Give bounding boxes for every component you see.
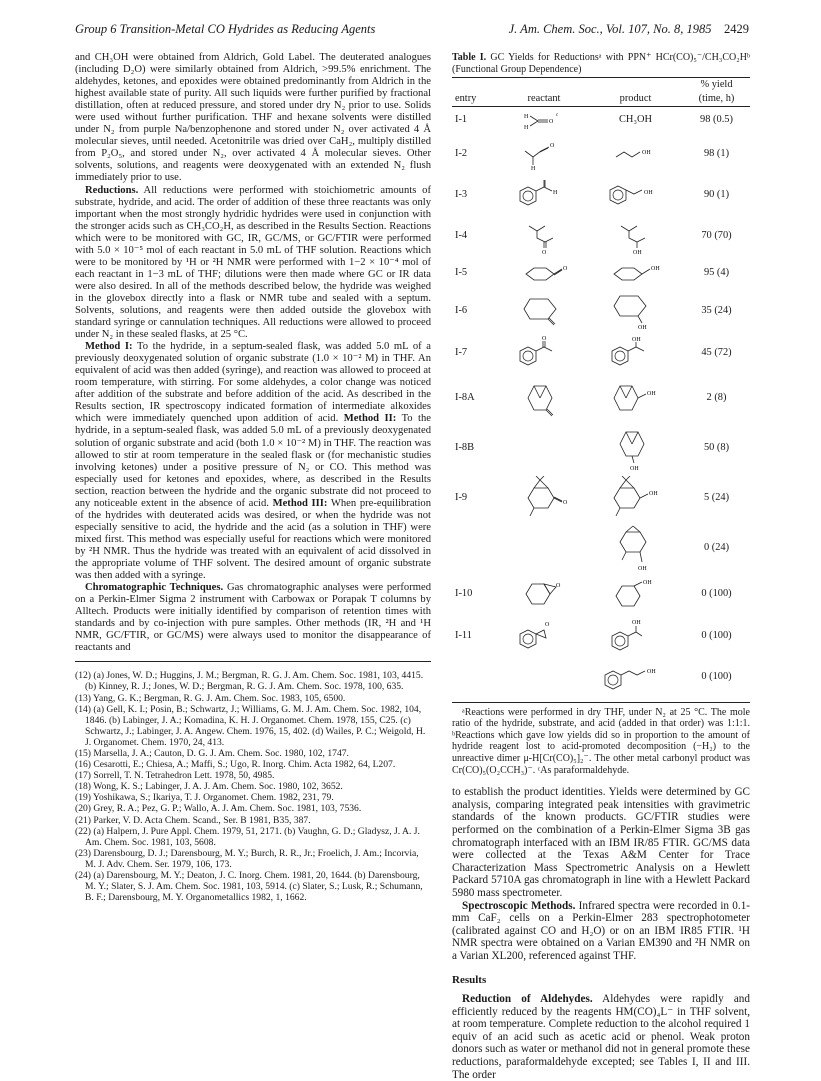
atom-label-oh: OH [629,465,639,472]
chromatography-text: Gas chromatographic analyses were performed on a Perkin-Elmer Sigma 2 instrument with Carbowax or Porapak T columns by Alltech. Products were initially identified by comparison of retention times with standards and by co-injection with pure samples. Other methods (IR, ²H and ¹H NMR, GC/FTIR, or GC/MS) were always used to monitor the disappearance of reactants and [75,582,431,654]
cyclohexanone-structure [514,260,574,286]
atom-label-oh: OH [646,390,656,397]
aldehydes-paragraph [452,993,750,1081]
reference-item: (24) (a) Darensbourg, M. Y.; Deaton, J. C. Inorg. Chem. 1981, 20, 1644. (b) Darensbourg, M. Y.; Slater, S. J. Am. Chem. Soc. 1981, 103, 5914. (c) Slater, S.; Lusk, R.; Schumann, B. F.; Darensbourg, M. Y. Organometallics 1982, 1, 1662. [75,870,423,904]
atom-label-o: O [550,142,555,149]
table-row [452,134,750,174]
yield-value: 0 (24) [703,541,730,553]
yield-table [452,77,750,696]
entry-id: I-7 [455,346,468,358]
results-heading: Results [452,974,487,987]
yield-value: 70 (70) [701,229,732,241]
table-row [452,658,750,696]
entry-id: I-10 [455,587,473,599]
page-number: 2429 [724,22,749,36]
yield-value: 0 (100) [701,670,732,682]
col-header-yield-2: (time, h) [698,93,735,105]
cyclohexanol-structure [604,260,668,286]
product-text: CH₃OH [618,114,653,126]
yield-value: 0 (100) [701,587,732,599]
table-row [452,614,750,658]
cyclohexene-oxide-structure [514,577,574,611]
method-3-text: When pre-equilibration of the hydrides with deuterated acids was desired, or when the hydride was not especially sensitive to acid, the hydride and the acid (as a solution in THF) were mixed first. This method was especially useful for reactions which were monitored by ²H NMR. Thus the hydride was treated with an equivalent of acid dissolved in the appropriate volume of THF solvent. The desired amount of organic substrate was then added with a syringe. [75,497,432,582]
cyclohexanol-product-structure [604,577,668,611]
endo-norborneol-structure [606,424,666,472]
acetophenone-structure [514,335,574,371]
entry-id: I-6 [455,304,468,316]
reference-item: (18) Wong, K. S.; Labinger, J. A. J. Am. Chem. Soc. 1980, 102, 3652. [75,781,343,793]
table-row [452,216,750,256]
phenylethanol-structure [606,335,666,371]
spectroscopy-heading: Spectroscopic Methods. [462,899,576,912]
references-list [75,670,431,903]
atom-label-oh: OH [642,579,652,586]
entry-id: I-8A [455,391,475,403]
table-row [452,107,750,134]
yield-value: 98 (0.5) [700,114,733,126]
atom-label-o: O [563,265,568,272]
reactant-structure [500,107,588,134]
reference-item: (16) Cesarotti, E.; Chiesa, A.; Maffi, S.; Ugo, R. Inorg. Chim. Acta 1982, 64, L207. [75,759,396,771]
col-header-product: product [619,93,652,105]
table-caption [452,52,750,75]
atom-label-o: O [545,621,550,628]
atom-label-oh: OH [631,619,641,626]
atom-label-o: O [549,119,554,126]
footnote-divider [75,661,431,662]
col-header-reactant: reactant [527,93,561,105]
table-caption-text: GC Yields for Reductionsᵃ with PPN⁺ HCr(CO)₅⁻/CH₃CO₂Hᵇ (Functional Group Dependence) [452,52,751,75]
materials-paragraph: and CH₃OH were obtained from Aldrich, Gold Label. The deuterated analogues (including D₂O) were similarly obtained from Aldrich, >99.5% enrichment. The aldehydes, ketones, and epoxides were obtained predominantly from Aldrich in the highest available state of purity. All such liquids were further purified by fractional distillation, often at reduced pressure, and stored under dry N₂ prior to use. Solids were used without further purification. THF and hexane solvents were distilled under N₂ from purple Na/benzophenone and stored under N₂ over activated 4 Å molecular sieves, until needed. Acetonitrile was dried over CaH₂, multiply distilled from P₂O₅, and stored under N₂, over activated 4 Å molecular sieves. Other solvents, solutions, and reagents were deoxygenated with an extended N₂ flush immediately prior to use. [75,52,431,184]
norbornanone-structure [514,376,574,420]
method-2-heading: Method II: [343,413,397,425]
benzaldehyde-structure [514,177,574,213]
table-row [452,256,750,290]
table-row [452,522,750,574]
benzyl-alcohol-structure [604,180,668,210]
reference-item: (21) Parker, V. D. Acta Chem. Scand., Ser. B 1981, B35, 387. [75,814,311,826]
atom-label-o: O [542,335,547,342]
atom-label-o: O [542,249,547,254]
method-1-text: To the hydride, in a septum-sealed flask, was added 5.0 mL of a previously deoxygenated solution of organic substrate (1.0 × 10⁻² M) in THF. An equivalent of acid was then added (syringe), and reaction was allowed to proceed at room temperature, with stirring. For some aldehydes, a color change was noticed after addition of the substrate and before addition of the acid. As described in the Results section, IR spectroscopy indicated formation of intermediate alkoxides which were immediately quenched upon addition of acid. [75,341,431,425]
atom-label-oh: OH [637,324,647,330]
cyclic-ketone-structure [514,293,574,329]
entry-id: I-5 [455,266,468,278]
reference-item: (15) Marsella, J. A.; Cauton, D. G. J. Am. Chem. Soc. 1980, 102, 1747. [75,748,349,759]
reference-item: (20) Grey, R. A.; Pez, G. P.; Wallo, A. J. Am. Chem. Soc. 1981, 103, 7536. [75,803,362,815]
ketone-structure [519,218,569,254]
running-header-title: Group 6 Transition-Metal CO Hydrides as Reducing Agents [75,22,376,36]
yield-value: 0 (100) [701,629,732,641]
reference-item: (22) (a) Halpern, J. Pure Appl. Chem. 1979, 51, 2171. (b) Vaughn, G. D.; Gladysz, J. A. J. Am. Chem. Soc. 1981, 103, 5608. [75,825,420,848]
alcohol-structure [606,141,666,167]
aldehydes-text: Aldehydes were rapidly and efficiently reduced by the reagents HM(CO)₄L⁻ in THF solvent, at room temperature. Complete reduction to the alcohol required 1 equiv of an acid such as acetic acid or phenol. Weak proton donors such as water or methanol did not in general promote these reductions, paraformaldehyde excepted; see Tables I, II and III. The order [452,993,750,1081]
chromatography-heading: Chromatographic Techniques. [85,582,224,594]
table-footnote-text: ᵃReactions were performed in dry THF, under N₂ at 25 °C. The mole ratio of the hydride, substrate, and acid (added in that order) was 1:1:1. ᵇReactions which gave low yields did so in proportion to the amount of hydride reagent lost to acid-promoted decomposition (−H₂) to the unreactive dimer μ-H[Cr(CO)₅]₂⁻. The other metal carbonyl product was Cr(CO)₅(O₂CCH₃)⁻. ᶜAs paraformaldehyde. [452,706,750,776]
yield-value: 98 (1) [703,147,730,159]
table-row [452,374,750,422]
isoborneol-structure [606,524,666,572]
atom-label-h: H [531,165,536,171]
entry-id: I-8B [455,441,475,453]
atom-label-oh: OH [650,265,660,272]
table-row [452,574,750,614]
running-header-journal [509,22,749,37]
styrene-oxide-structure [514,616,574,656]
atom-label-oh: OH [631,336,641,343]
table-footnote [452,702,750,777]
table-label: Table I. [452,52,487,63]
table-row [452,174,750,216]
journal-citation: J. Am. Chem. Soc., Vol. 107, No. 8, 1985 [508,22,712,36]
atom-label-h: H [553,189,558,196]
reductions-heading: Reductions. [85,184,139,196]
atom-label-oh: OH [632,249,642,254]
entry-id [452,522,500,574]
camphor-structure [514,476,574,520]
reference-item: (19) Yoshikawa, S.; Ikariya, T. J. Organomet. Chem. 1982, 231, 79. [75,792,334,804]
borneol-structure [604,476,668,520]
aldehyde-structure [519,137,569,171]
method-2-text: To the hydride, in a septum-sealed flask, was added 5.0 mL of a previously deoxygenated solution of organic substrate and acid (both 1.0 × 10⁻² M) in THF. The reaction was allowed to stir at room temperature in the sealed flask or (for mechanistic studies involving ketones) under a positive pressure of N₂ or CO. This method was especially used for ketones and epoxides, where, as described in the Results section, reaction between the hydride and the organic substrate did not proceed to any noticeable extent in the absence of acid. [75,413,431,509]
method-1-heading: Method I: [85,341,133,353]
yield-value: 90 (1) [703,188,730,200]
methods-paragraph [75,341,431,582]
entry-id: I-1 [455,114,468,126]
aldehydes-heading: Reduction of Aldehydes. [462,993,593,1006]
yield-value: 35 (24) [701,304,732,316]
exo-norborneol-structure [604,376,668,420]
table-row [452,422,750,474]
table-row [452,290,750,332]
atom-label-oh: OH [643,189,653,196]
col-header-entry: entry [455,93,477,105]
phenethyl-alcohol-structure [601,661,671,693]
entry-id: I-3 [455,188,468,200]
atom-label-h: H [524,125,529,132]
reductions-paragraph [75,185,431,342]
chromatography-paragraph [75,582,431,654]
atom-label-h: H [524,114,529,121]
formaldehyde-structure [524,108,564,132]
table-row [452,474,750,522]
reductions-text: All reductions were performed with stoichiometric amounts of substrate, hydride, and acid. The order of addition of these three reactants was only important when the most strongly hydridic hydrides were used in conjunction with the stronger acids such as CH₃CO₂H, as described in the Results Section. Reactions which were to be monitored with GC, IR, GC/MS, or GC/FTIR were performed with 5.0 × 10⁻⁵ mol of each reactant in 5.0 mL of THF solution. Reactions which were to be monitored by ¹H or ²H NMR were performed with 1−2 × 10⁻⁴ mol of each reactant in 1−3 mL of THF; dilutions were then made where GC or IR data were also desired. In all of the methods described below, the hydride was weighed in the glovebox directly into a flask or NMR tube and sealed with a septum. Solvents, solutions, and reagents were then added outside the glovebox with standard syringe or cannulation techniques. All reductions were allowed to proceed under N₂ in these sealed flasks, at 25 °C. [75,184,431,341]
entry-id: I-11 [455,629,472,641]
atom-label-o: O [563,499,568,506]
right-body-text [452,786,750,1081]
phenylethanol-product-structure [606,616,666,656]
entry-id: I-2 [455,147,468,159]
right-column [452,52,750,1081]
entry-id: I-4 [455,229,468,241]
yield-value: 45 (72) [701,346,732,358]
entry-id: I-9 [455,491,468,503]
spectroscopy-paragraph [452,900,750,963]
method-3-heading: Method III: [272,497,328,509]
left-column [75,52,431,903]
yield-value: 5 (24) [703,491,730,503]
spectroscopy-text: Infrared spectra were recorded in 0.1-mm CaF₂ cells on a Perkin-Elmer 283 spectrophotometer (calibrated against CO and H₂O) or on an IBM IR85 FTIR. ¹H NMR spectra were obtained on a Varian EM390 and ²H NMR on a Varian XL200, referenced against THF. [452,899,751,962]
secondary-alcohol-structure [611,218,661,254]
yield-value: 95 (4) [703,266,730,278]
reference-item: (17) Sorrell, T. N. Tetrahedron Lett. 1978, 50, 4985. [75,770,275,782]
atom-label-oh: OH [646,668,656,675]
footnote-mark-c: c [556,113,559,119]
reference-item: (12) (a) Jones, W. D.; Huggins, J. M.; Bergman, R. G. J. Am. Chem. Soc. 1981, 103, 4415. (b) Kinney, R. J.; Jones, W. D.; Bergman, R. G. J. Am. Chem. Soc. 1978, 100, 635. [75,670,424,693]
yield-value: 50 (8) [703,441,730,453]
cyclic-alcohol-structure [604,292,668,330]
atom-label-oh: OH [641,149,651,156]
atom-label-o: O [556,582,561,589]
table-row [452,332,750,374]
atom-label-oh: OH [648,490,658,497]
reference-item: (23) Darensbourg, D. J.; Darensbourg, M. Y.; Burch, R. R., Jr.; Froelich, J. Am.; Incorvia, M. J. Adv. Chem. Ser. 1979, 106, 173. [75,847,419,870]
yield-value: 2 (8) [706,391,727,403]
atom-label-oh: OH [637,565,647,572]
reference-item: (13) Yang, G. K.; Bergman, R. G. J. Am. Chem. Soc. 1983, 105, 6500. [75,692,346,704]
reference-item: (14) (a) Gell, K. I.; Posin, B.; Schwartz, J.; Williams, G. M. J. Am. Chem. Soc. 1982, 104, 1846. (b) Labinger, J. A.; Komadina, K. H. J. Organomet. Chem. 1978, 155, C25. (c) Schwartz, J.; Labinger, J. A. Angew. Chem. 1976, 15, 402. (d) Wailes, P. C.; Weigold, H. J. Organomet. Chem. 1970, 24, 413. [75,703,426,748]
identities-paragraph: to establish the product identities. Yields were determined by GC analysis, comparing integrated peak intensities with gravimetric standards of the known products. GC/FTIR studies were performed on the combination of a Perkin-Elmer Sigma 3B gas chromatograph interfaced with an IBM IR/85 FTIR. GC/MS data were collected at the Texas A&M Center for Trace Characterization Mass Spectrometric Analysis on a Hewlett Packard 5710A gas chromatograph in line with a Hewlett Packard 5980 mass spectrometer. [452,786,750,899]
entry-id [452,658,500,696]
col-header-yield-1: % yield [700,79,733,90]
